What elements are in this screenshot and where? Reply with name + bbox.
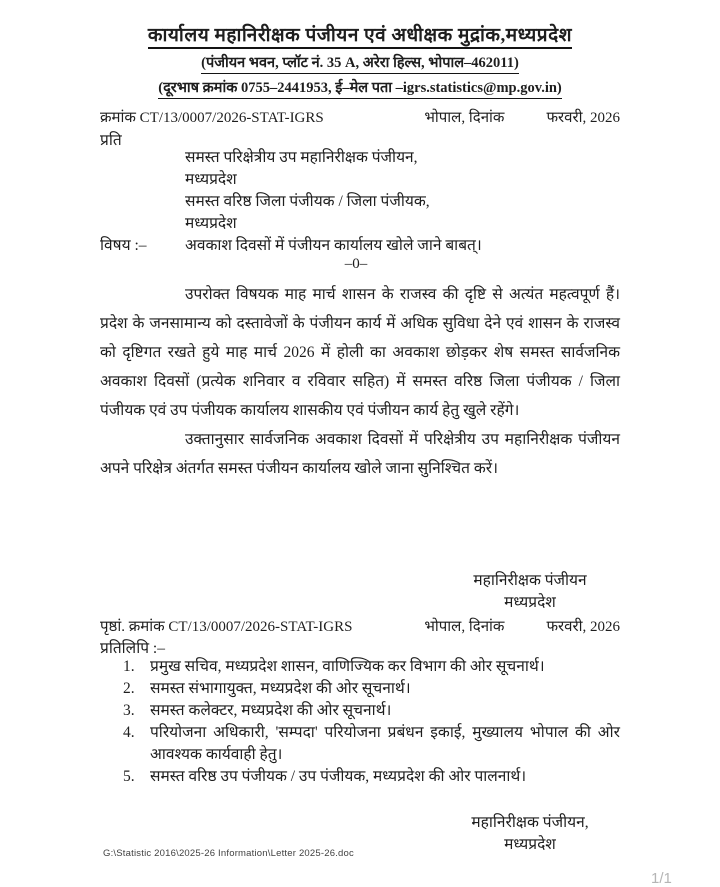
list-item-text: प्रमुख सचिव, मध्यप्रदेश शासन, वाणिज्यिक कर विभाग की ओर सूचनार्थ। [150, 658, 545, 675]
subject-label: विषय :– [100, 237, 147, 254]
list-item-number: 2. [123, 680, 135, 697]
list-item-text: समस्त संभागायुक्त, मध्यप्रदेश की ओर सूचनार्थ। [150, 680, 411, 697]
endorsement-number: पृष्ठां. क्रमांक CT/13/0007/2026-STAT-IGRS [100, 619, 353, 635]
addressee-block [185, 147, 430, 235]
body-paragraph-2: उक्तानुसार सार्वजनिक अवकाश दिवसों में परिक्षेत्रीय उप महानिरीक्षक पंजीयन अपने परिक्षेत्र अंतर्गत समस्त पंजीयन कार्यालय खोले जाना सुनिश्चित करें। [100, 431, 620, 477]
list-item [123, 656, 620, 678]
signature-block-bottom [430, 812, 630, 856]
signature-block-top [430, 570, 630, 614]
reference-place: भोपाल, दिनांक [424, 110, 505, 126]
office-address: (पंजीयन भवन, प्लॉट नं. 35 A, अरेरा हिल्स, भोपाल–462011) [201, 53, 519, 74]
list-item-number: 4. [123, 724, 135, 741]
list-item [123, 700, 620, 722]
copies-label: प्रतिलिपि :– [100, 640, 165, 657]
signatory-title: महानिरीक्षक पंजीयन [473, 572, 587, 589]
reference-date: फरवरी, 2026 [546, 110, 620, 126]
list-item-text: समस्त वरिष्ठ उप पंजीयक / उप पंजीयक, मध्यप्रदेश की ओर पालनार्थ। [150, 768, 527, 785]
file-path: G:\Statistic 2016\2025-26 Information\Letter 2025-26.doc [103, 848, 354, 859]
list-item [123, 678, 620, 700]
section-divider: –0– [344, 256, 368, 272]
signatory-region: मध्यप्रदेश [504, 594, 556, 611]
list-item [123, 722, 620, 766]
subject-row [100, 233, 482, 255]
letter-body [100, 280, 620, 483]
addressee-line: समस्त परिक्षेत्रीय उप महानिरीक्षक पंजीयन, [185, 149, 418, 166]
endorsement-date: फरवरी, 2026 [546, 619, 620, 635]
list-item-text: समस्त कलेक्टर, मध्यप्रदेश की ओर सूचनार्थ। [150, 702, 392, 719]
list-item-text: परियोजना अधिकारी, 'सम्पदा' परियोजना प्रबंधन इकाई, मुख्यालय भोपाल की ओर आवश्यक कार्यवाही हेतु। [150, 724, 620, 763]
body-paragraph-1: उपरोक्त विषयक माह मार्च शासन के राजस्व की दृष्टि से अत्यंत महत्वपूर्ण हैं। प्रदेश के जनसामान्य को दस्तावेजों के पंजीयन कार्य में अधिक सुविधा देने एवं शासन के राजस्व को दृष्टिगत रखते हुये माह मार्च 2026 में होली का अवकाश छोड़कर शेष समस्त सार्वजनिक अवकाश दिवसों (प्रत्येक शनिवार व रविवार सहित) में समस्त वरिष्ठ जिला पंजीयक / जिला पंजीयक एवं उप पंजीयक कार्यालय शासकीय एवं पंजीयन कार्य हेतु खुले रहेंगे। [100, 286, 620, 419]
addressee-line: समस्त वरिष्ठ जिला पंजीयक / जिला पंजीयक, [185, 193, 430, 210]
endorsement-reference-line [100, 616, 620, 636]
salutation: प्रति [100, 132, 122, 149]
reference-number: क्रमांक CT/13/0007/2026-STAT-IGRS [100, 110, 324, 126]
list-item [123, 766, 620, 788]
page-number: 1/1 [651, 870, 672, 887]
office-name: कार्यालय महानिरीक्षक पंजीयन एवं अधीक्षक मुद्रांक,मध्यप्रदेश [148, 26, 572, 49]
addressee-line: मध्यप्रदेश [185, 215, 237, 232]
signatory-title: महानिरीक्षक पंजीयन, [471, 814, 589, 831]
endorsement-place: भोपाल, दिनांक [424, 619, 505, 635]
letterhead [0, 26, 720, 99]
addressee-line: मध्यप्रदेश [185, 171, 237, 188]
list-item-number: 1. [123, 658, 135, 675]
list-item-number: 3. [123, 702, 135, 719]
office-contact: (दूरभाष क्रमांक 0755–2441953, ई–मेल पता –igrs.statistics@mp.gov.in) [158, 78, 562, 99]
subject-text: अवकाश दिवसों में पंजीयन कार्यालय खोले जाने बाबत्। [185, 237, 482, 254]
reference-line [100, 107, 620, 127]
copies-list [123, 656, 620, 788]
list-item-number: 5. [123, 768, 135, 785]
signatory-region: मध्यप्रदेश [504, 836, 556, 853]
